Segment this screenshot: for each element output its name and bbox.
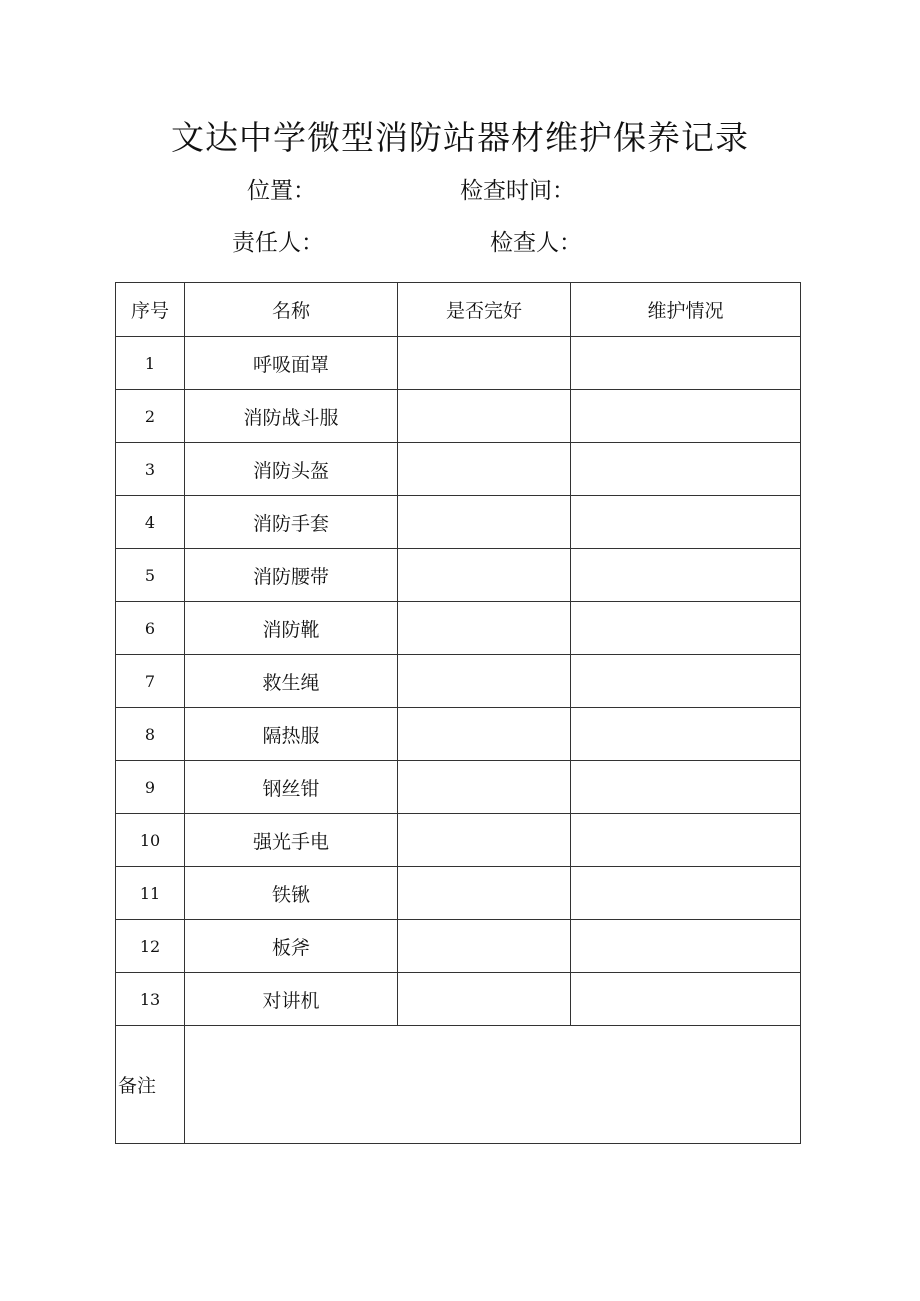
table-row [116, 867, 801, 920]
responsible-person-label: 责任人： [232, 230, 324, 256]
condition-cell [398, 973, 571, 1026]
condition-cell [398, 655, 571, 708]
remarks-label: 备注 [116, 1026, 185, 1144]
maintenance-cell [571, 655, 801, 708]
table-row [116, 708, 801, 761]
maintenance-cell [571, 708, 801, 761]
equipment-name: 对讲机 [185, 973, 398, 1026]
table-row [116, 655, 801, 708]
equipment-name: 救生绳 [185, 655, 398, 708]
condition-cell [398, 443, 571, 496]
row-number: 12 [116, 920, 185, 973]
equipment-name: 隔热服 [185, 708, 398, 761]
inspection-time-label: 检查时间： [460, 178, 575, 204]
row-number: 5 [116, 549, 185, 602]
table-row [116, 390, 801, 443]
equipment-name: 板斧 [185, 920, 398, 973]
row-number: 13 [116, 973, 185, 1026]
table-row [116, 920, 801, 973]
row-number: 2 [116, 390, 185, 443]
condition-cell [398, 496, 571, 549]
maintenance-cell [571, 761, 801, 814]
row-number: 6 [116, 602, 185, 655]
row-number: 3 [116, 443, 185, 496]
equipment-name: 消防头盔 [185, 443, 398, 496]
maintenance-cell [571, 814, 801, 867]
header-maintenance: 维护情况 [571, 283, 801, 337]
maintenance-cell [571, 443, 801, 496]
condition-cell [398, 814, 571, 867]
equipment-name: 钢丝钳 [185, 761, 398, 814]
row-number: 10 [116, 814, 185, 867]
table-row [116, 549, 801, 602]
table-row [116, 602, 801, 655]
maintenance-cell [571, 337, 801, 390]
table-header-row [116, 283, 801, 337]
table-row [116, 443, 801, 496]
maintenance-cell [571, 973, 801, 1026]
condition-cell [398, 602, 571, 655]
table-row [116, 761, 801, 814]
inspector-label: 检查人： [490, 230, 582, 256]
header-name: 名称 [185, 283, 398, 337]
table-row [116, 973, 801, 1026]
equipment-name: 消防腰带 [185, 549, 398, 602]
row-number: 11 [116, 867, 185, 920]
condition-cell [398, 390, 571, 443]
condition-cell [398, 708, 571, 761]
equipment-name: 呼吸面罩 [185, 337, 398, 390]
maintenance-cell [571, 602, 801, 655]
equipment-name: 消防手套 [185, 496, 398, 549]
table-row [116, 337, 801, 390]
header-serial-number: 序号 [116, 283, 185, 337]
location-label: 位置： [247, 178, 316, 204]
remarks-row [116, 1026, 801, 1144]
row-number: 9 [116, 761, 185, 814]
condition-cell [398, 867, 571, 920]
equipment-name: 铁锹 [185, 867, 398, 920]
condition-cell [398, 549, 571, 602]
row-number: 8 [116, 708, 185, 761]
equipment-name: 强光手电 [185, 814, 398, 867]
maintenance-cell [571, 496, 801, 549]
row-number: 1 [116, 337, 185, 390]
maintenance-cell [571, 920, 801, 973]
maintenance-cell [571, 867, 801, 920]
condition-cell [398, 337, 571, 390]
remarks-cell [185, 1026, 801, 1144]
page-title: 文达中学微型消防站器材维护保养记录 [171, 118, 749, 157]
condition-cell [398, 761, 571, 814]
table-row [116, 814, 801, 867]
maintenance-cell [571, 549, 801, 602]
header-condition: 是否完好 [398, 283, 571, 337]
row-number: 7 [116, 655, 185, 708]
maintenance-cell [571, 390, 801, 443]
table-row [116, 496, 801, 549]
maintenance-record-table [115, 282, 801, 1144]
equipment-name: 消防靴 [185, 602, 398, 655]
row-number: 4 [116, 496, 185, 549]
equipment-name: 消防战斗服 [185, 390, 398, 443]
condition-cell [398, 920, 571, 973]
